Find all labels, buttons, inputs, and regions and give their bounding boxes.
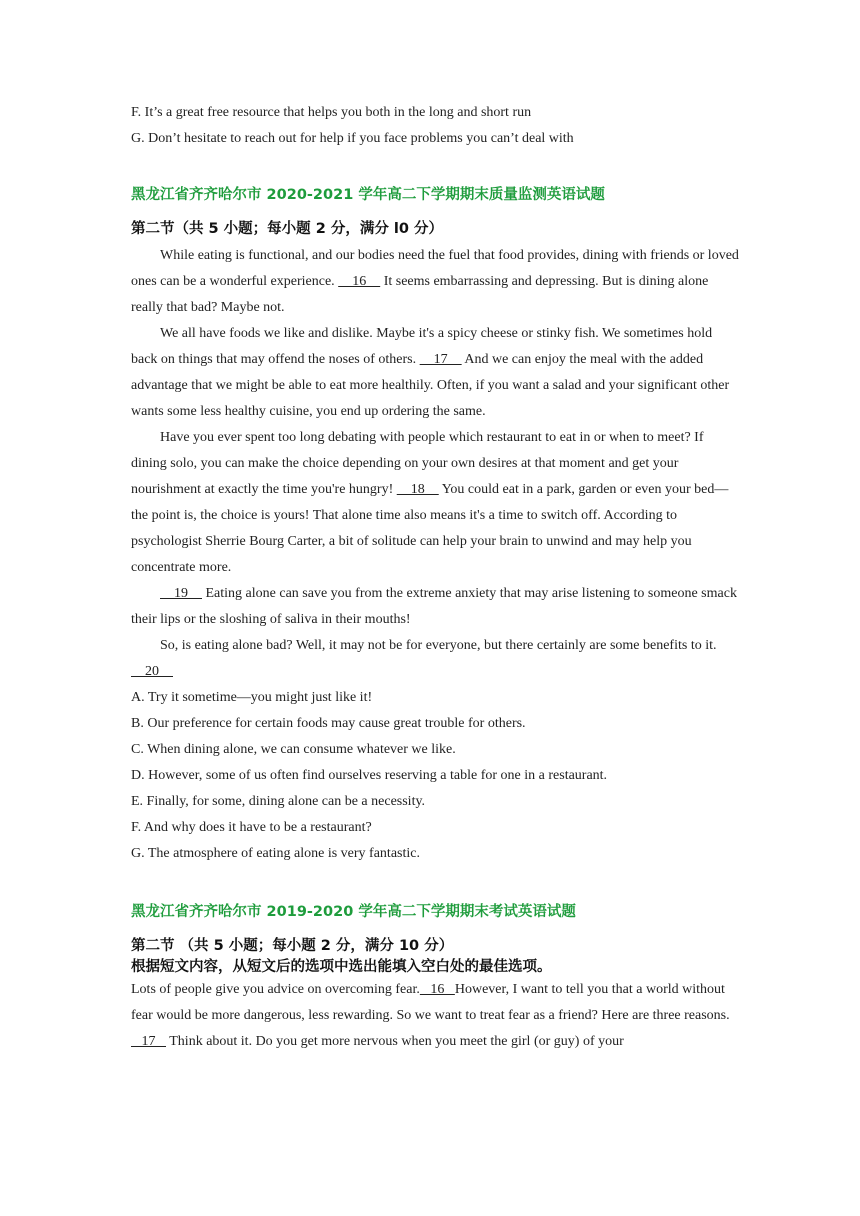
passage1-paragraph-5: So, is eating alone bad? Well, it may not be for everyone, but there certainly are some benefits to it. 20 bbox=[131, 638, 717, 679]
passage2-heading: 黑龙江省齐齐哈尔市 2019-2020 学年高二下学期期末考试英语试题 bbox=[131, 904, 576, 920]
p2-blank-16[interactable]: 16 bbox=[419, 982, 455, 997]
passage1-option-a: A. Try it sometime—you might just like it! bbox=[131, 690, 373, 705]
blank-17[interactable]: 17 bbox=[419, 352, 462, 367]
passage2-paragraph-1: Lots of people give you advice on overcoming fear. 16 However, I want to tell you that a world without fear would be more dangerous, less rewarding. So we want to treat fear as a friend? Here are three reasons. bbox=[131, 982, 730, 1023]
passage1-option-e: E. Finally, for some, dining alone can be a necessity. bbox=[131, 794, 426, 809]
passage1-option-f: F. And why does it have to be a restaurant? bbox=[131, 820, 372, 835]
passage2-paragraph-2: 17 Think about it. Do you get more nervous when you meet the girl (or guy) of your bbox=[131, 1034, 624, 1049]
passage1-option-c: C. When dining alone, we can consume whatever we like. bbox=[131, 742, 456, 757]
blank-20[interactable]: 20 bbox=[131, 664, 173, 679]
passage2-section-title: 第二节 （共 5 小题；每小题 2 分，满分 10 分） bbox=[131, 938, 454, 954]
passage1-paragraph-4: 19 Eating alone can save you from the extreme anxiety that may arise listening to someone smack their lips or the sloshing of saliva in their mouths! bbox=[131, 586, 737, 627]
passage1-paragraph-3: Have you ever spent too long debating with people which restaurant to eat in or when to meet? If dining solo, you can make the choice depending on your own desires at that moment and get your nourishment at exactly the time you're hungry! 18 You could eat in a park, garden or even your bed—the point is, the choice is yours! That alone time also means it's a time to switch off. According to psychologist Sherrie Bourg Carter, a bit of solitude can help your brain to unwind and may help you concentrate more. bbox=[131, 430, 729, 575]
passage1-option-g: G. The atmosphere of eating alone is very fantastic. bbox=[131, 846, 420, 861]
option-g-top: G. Don’t hesitate to reach out for help if you face problems you can’t deal with bbox=[131, 131, 574, 146]
blank-19[interactable]: 19 bbox=[160, 586, 202, 601]
passage1-section-title: 第二节（共 5 小题；每小题 2 分，满分 l0 分） bbox=[131, 221, 444, 237]
document-page bbox=[131, 100, 741, 1055]
option-f-top: F. It’s a great free resource that helps you both in the long and short run bbox=[131, 105, 532, 120]
blank-18[interactable]: 18 bbox=[396, 482, 439, 497]
p2-blank-17[interactable]: 17 bbox=[131, 1034, 166, 1049]
passage1-option-d: D. However, some of us often find ourselves reserving a table for one in a restaurant. bbox=[131, 768, 608, 783]
passage1-paragraph-2: We all have foods we like and dislike. Maybe it's a spicy cheese or stinky fish. We sometimes hold back on things that may offend the noses of others. 17 And we can enjoy the meal with the added advantage that we might be able to eat more healthily. Often, if you want a salad and your significant other wants some less healthy cuisine, you end up ordering the same. bbox=[131, 326, 730, 419]
passage1-paragraph-1: While eating is functional, and our bodies need the fuel that food provides, dining with friends or loved ones can be a wonderful experience. 16 It seems embarrassing and depressing. But is dining alone really that bad? Maybe not. bbox=[131, 248, 739, 315]
passage1-heading: 黑龙江省齐齐哈尔市 2020-2021 学年高二下学期期末质量监测英语试题 bbox=[131, 187, 605, 203]
blank-16[interactable]: 16 bbox=[338, 274, 381, 289]
passage1-option-b: B. Our preference for certain foods may cause great trouble for others. bbox=[131, 716, 526, 731]
passage2-instruction: 根据短文内容，从短文后的选项中选出能填入空白处的最佳选项。 bbox=[131, 959, 552, 975]
